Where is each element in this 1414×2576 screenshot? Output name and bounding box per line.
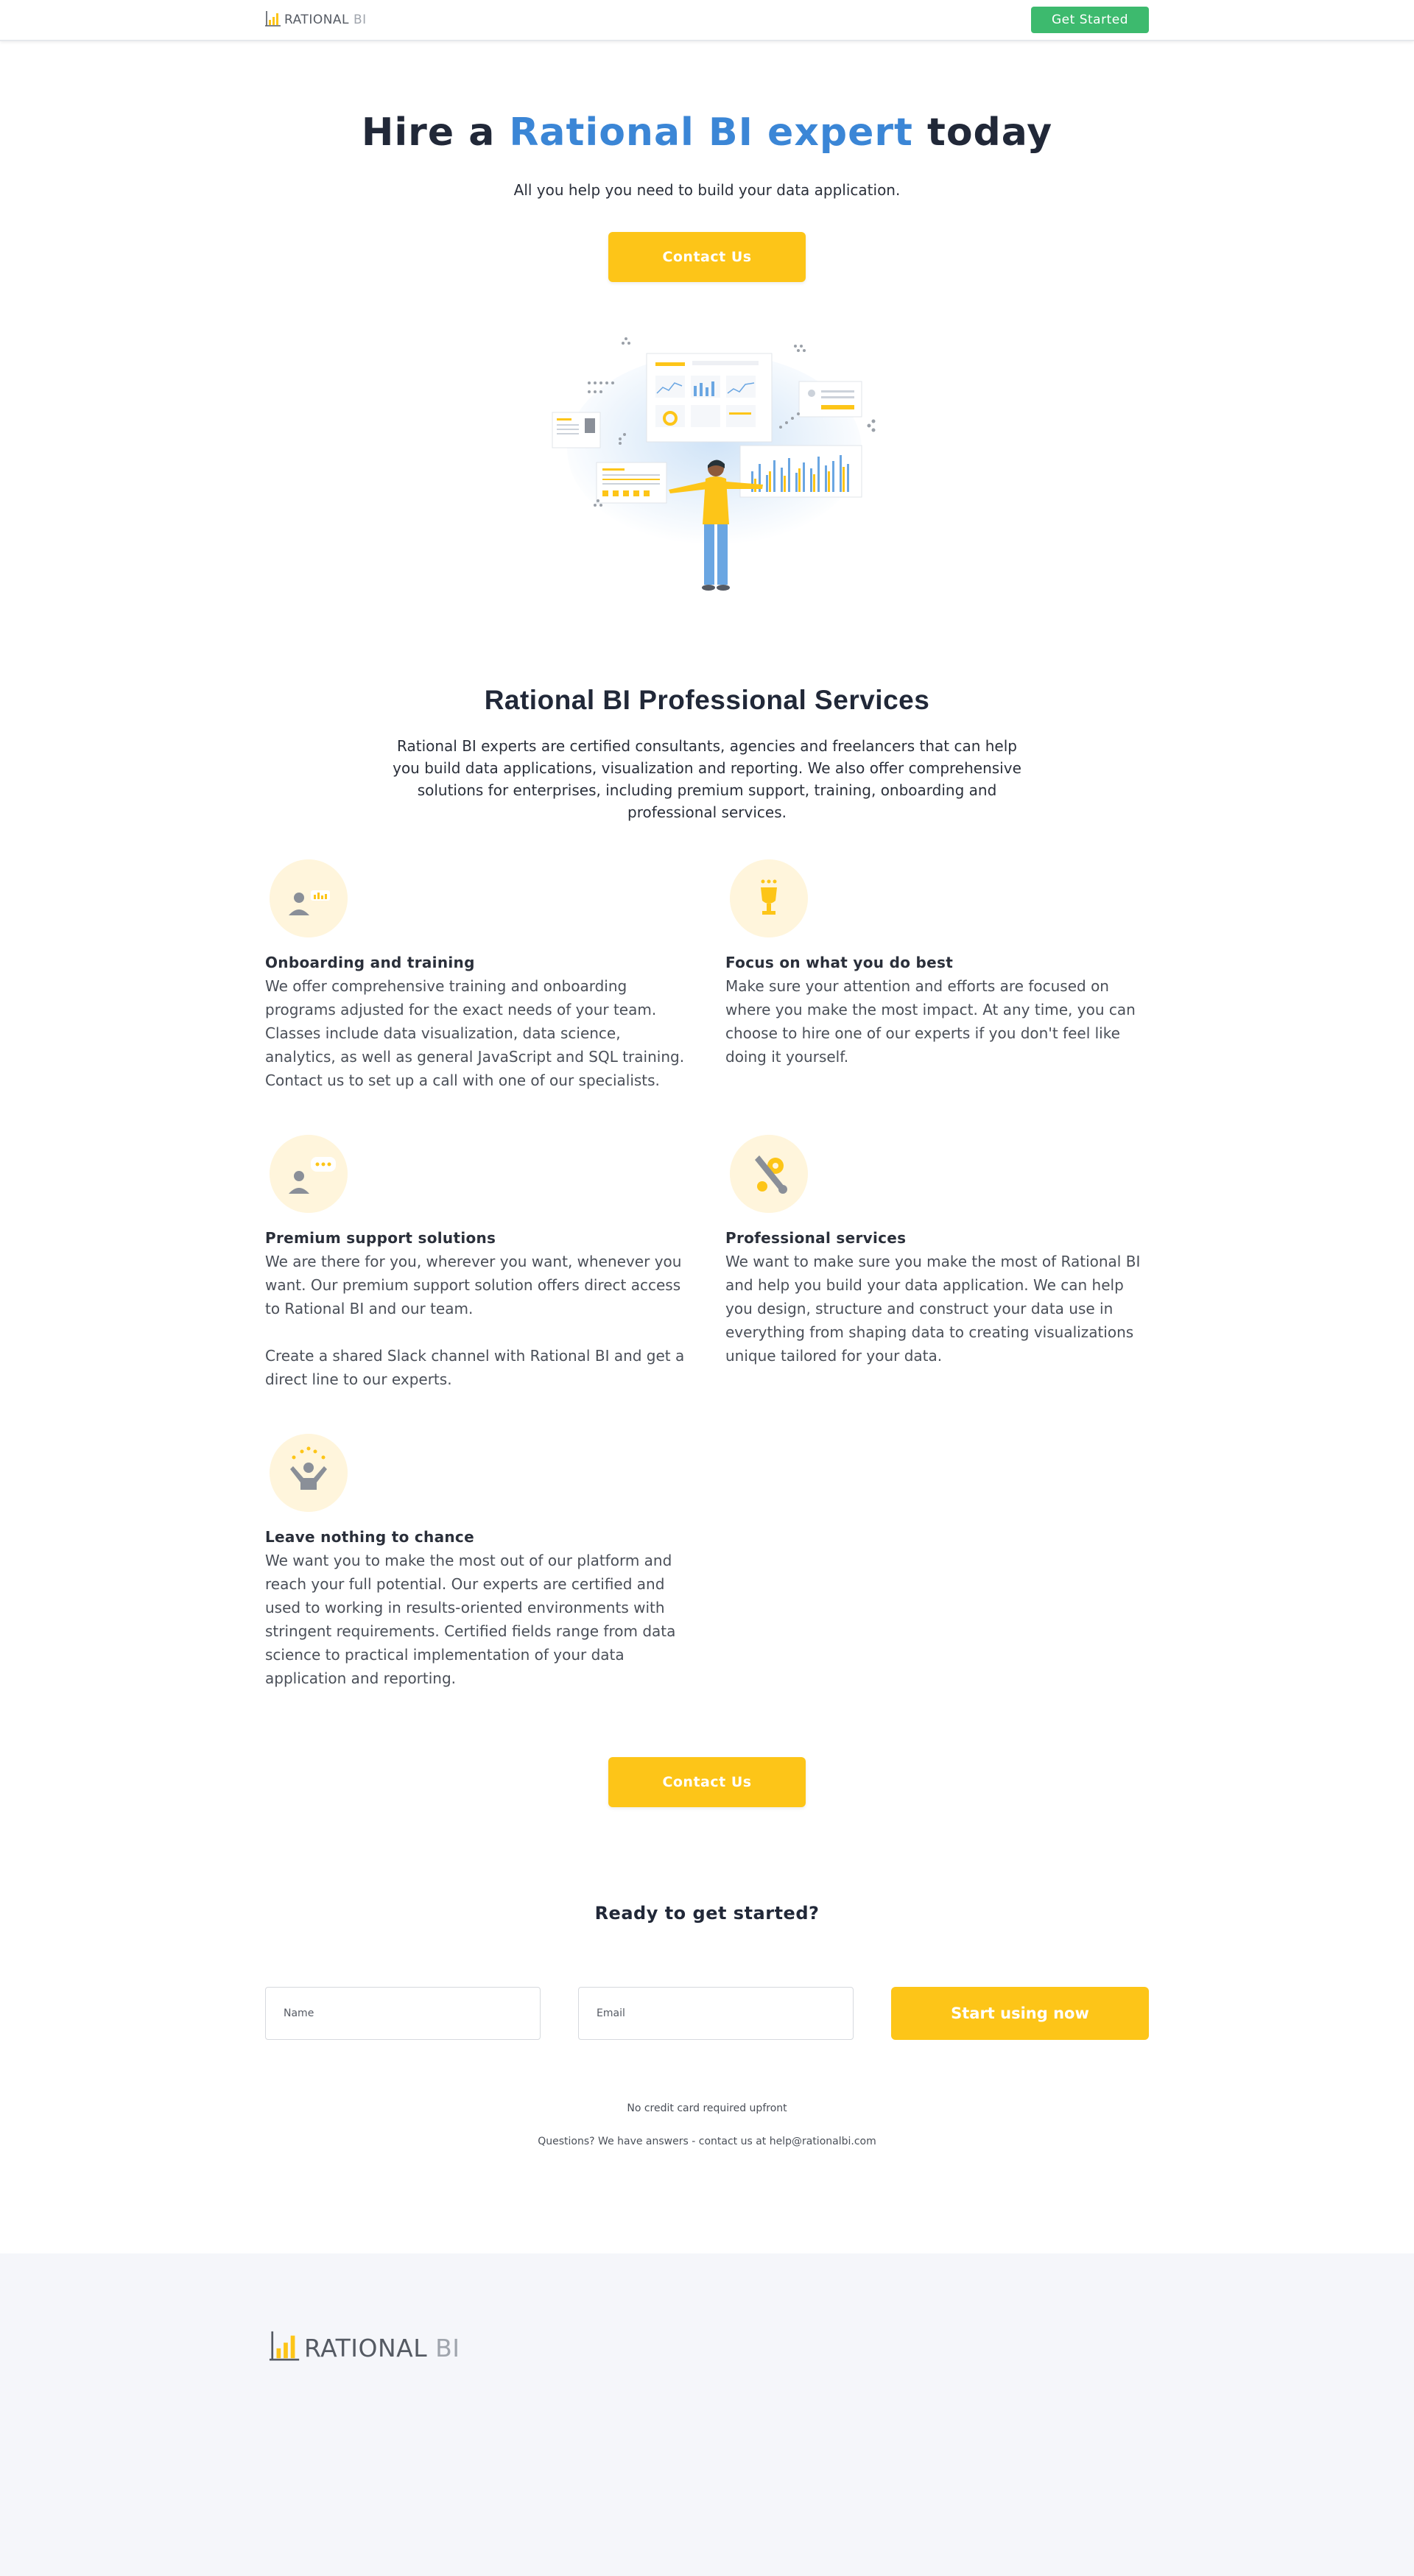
feature-text: Make sure your attention and efforts are focused on where you make the most impact. At any time, you can choose to hire one of our experts if you don't feel like doing it yourself. — [725, 977, 1136, 1066]
top-navbar — [0, 0, 1414, 41]
trophy-icon — [730, 859, 808, 937]
name-input[interactable] — [265, 1987, 541, 2040]
feature-professional-services — [725, 1135, 1153, 1368]
feature-text-secondary: Create a shared Slack channel with Rational BI and get a direct line to our experts. — [265, 1347, 685, 1388]
header-logo[interactable] — [265, 10, 367, 27]
email-input[interactable] — [578, 1987, 854, 2040]
logo-bars-icon — [265, 10, 281, 27]
feature-leave-nothing-to-chance — [265, 1434, 692, 1690]
services-title: Rational BI Professional Services — [484, 685, 930, 715]
person-chat-icon — [270, 1135, 348, 1213]
footer-logo[interactable] — [269, 2329, 460, 2362]
feature-text: We offer comprehensive training and onboarding programs adjusted for the exact needs of your team. Classes include data visualization, data science, analytics, as well as general JavaScript and SQL training. Contact us to set up a call with one of our specialists. — [265, 977, 685, 1089]
logo-bars-icon — [269, 2329, 301, 2362]
person-chart-icon — [270, 859, 348, 937]
logo-text: RATIONAL BI — [304, 2334, 460, 2362]
hero-subtitle: All you help you need to build your data application. — [513, 181, 901, 199]
logo-text: RATIONAL BI — [284, 13, 367, 27]
feature-text: We want you to make the most out of our platform and reach your full potential. Our experts are certified and used to working in results-oriented environments with stringent requirements. Certified fields range from data science to practical implementation of your data application and reporting. — [265, 1552, 676, 1687]
hero-title-accent: Rational BI expert — [509, 110, 913, 155]
services-contact-us-button[interactable]: Contact Us — [608, 1757, 806, 1807]
contact-note: Questions? We have answers - contact us at help@rationalbi.com — [538, 2136, 876, 2147]
feature-title: Leave nothing to chance — [265, 1528, 474, 1546]
feature-text: We are there for you, wherever you want, whenever you want. Our premium support solution offers direct access to Rational BI and our team. — [265, 1253, 682, 1317]
feature-premium-support — [265, 1135, 692, 1391]
feature-title: Premium support solutions — [265, 1229, 496, 1247]
footer — [0, 2253, 1414, 2576]
get-started-button[interactable]: Get Started — [1031, 7, 1149, 33]
hero-title-suffix: today — [912, 110, 1053, 155]
feature-title: Onboarding and training — [265, 954, 475, 971]
services-description: Rational BI experts are certified consultants, agencies and freelancers that can help you build data applications, visualization and reporting. We also offer comprehensive solutions for enterprises, including premium support, training, onboarding and professional services. — [393, 737, 1021, 821]
feature-text: We want to make sure you make the most of Rational BI and help you build your data application. We can help you design, structure and construct your data use in everything from shaping data to creating visualizations unique tailored for your data. — [725, 1253, 1141, 1365]
feature-title: Focus on what you do best — [725, 954, 954, 971]
celebrate-stars-icon — [270, 1434, 348, 1512]
hero-contact-us-button[interactable]: Contact Us — [608, 232, 806, 282]
feature-focus — [725, 859, 1153, 1069]
feature-title: Professional services — [725, 1229, 907, 1247]
expert-dashboard-illustration — [545, 331, 884, 604]
signup-title: Ready to get started? — [594, 1903, 820, 1924]
feature-onboarding — [265, 859, 692, 1092]
start-using-now-button[interactable]: Start using now — [891, 1987, 1149, 2040]
hero-title — [0, 110, 1414, 155]
hero-title-prefix: Hire a — [361, 110, 510, 155]
no-credit-card-note: No credit card required upfront — [627, 2102, 787, 2114]
tools-gear-icon — [730, 1135, 808, 1213]
